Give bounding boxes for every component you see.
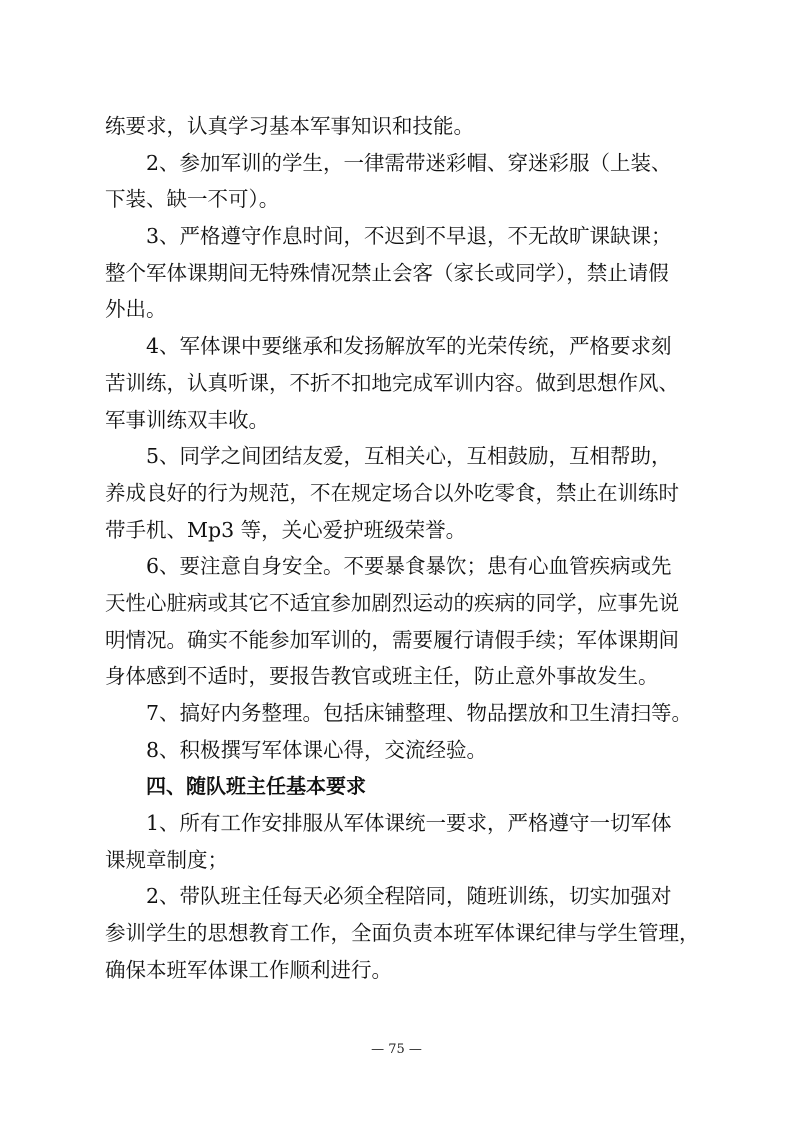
rule-3-line: 3、严格遵守作息时间，不迟到不早退，不无故旷课缺课； xyxy=(146,224,672,249)
teacher-rule-2-line: 确保本班军体课工作顺利进行。 xyxy=(105,957,392,982)
rule-5-line: 带手机、Mp3 等，关心爱护班级荣誉。 xyxy=(105,517,467,542)
rule-6-line: 6、要注意自身安全。不要暴食暴饮；患有心血管疾病或先 xyxy=(146,554,672,579)
teacher-rule-1-line: 1、所有工作安排服从军体课统一要求，严格遵守一切军体 xyxy=(146,811,672,836)
rule-3-line: 整个军体课期间无特殊情况禁止会客（家长或同学），禁止请假 xyxy=(105,260,669,285)
page-number: — 75 — xyxy=(371,1042,422,1057)
section-heading: 四、随队班主任基本要求 xyxy=(146,774,366,799)
rule-5-line: 养成良好的行为规范，不在规定场合以外吃零食，禁止在训练时 xyxy=(105,480,679,505)
paragraph-continuation-line: 练要求，认真学习基本军事知识和技能。 xyxy=(105,114,474,138)
teacher-rule-1-line: 课规章制度； xyxy=(105,847,228,872)
teacher-rule-2-line: 参训学生的思想教育工作，全面负责本班军体课纪律与学生管理， xyxy=(105,921,700,946)
rule-6-line: 明情况。确实不能参加军训的，需要履行请假手续；军体课期间 xyxy=(105,627,679,652)
rule-6-line: 身体感到不适时，要报告教官或班主任，防止意外事故发生。 xyxy=(105,664,659,689)
rule-7-line: 7、搞好内务整理。包括床铺整理、物品摆放和卫生清扫等。 xyxy=(146,701,693,725)
rule-8-line: 8、积极撰写军体课心得，交流经验。 xyxy=(146,737,488,762)
rule-3-line: 外出。 xyxy=(105,297,167,322)
document-body xyxy=(105,108,700,989)
rule-6-line: 天性心脏病或其它不适宜参加剧烈运动的疾病的同学，应事先说 xyxy=(105,590,679,615)
rule-4-line: 4、军体课中要继承和发扬解放军的光荣传统，严格要求刻 xyxy=(146,334,672,359)
rule-5-line: 5、同学之间团结友爱，互相关心，互相鼓励，互相帮助， xyxy=(146,444,672,469)
rule-4-line: 军事训练双丰收。 xyxy=(105,407,269,432)
teacher-rule-2-line: 2、带队班主任每天必须全程陪同，随班训练，切实加强对 xyxy=(146,884,672,909)
rule-2-line: 下装、缺一不可）。 xyxy=(105,187,280,212)
rule-4-line: 苦训练，认真听课，不折不扣地完成军训内容。做到思想作风、 xyxy=(105,370,679,395)
rule-2-line: 2、参加军训的学生，一律需带迷彩帽、穿迷彩服（上装、 xyxy=(146,150,672,175)
